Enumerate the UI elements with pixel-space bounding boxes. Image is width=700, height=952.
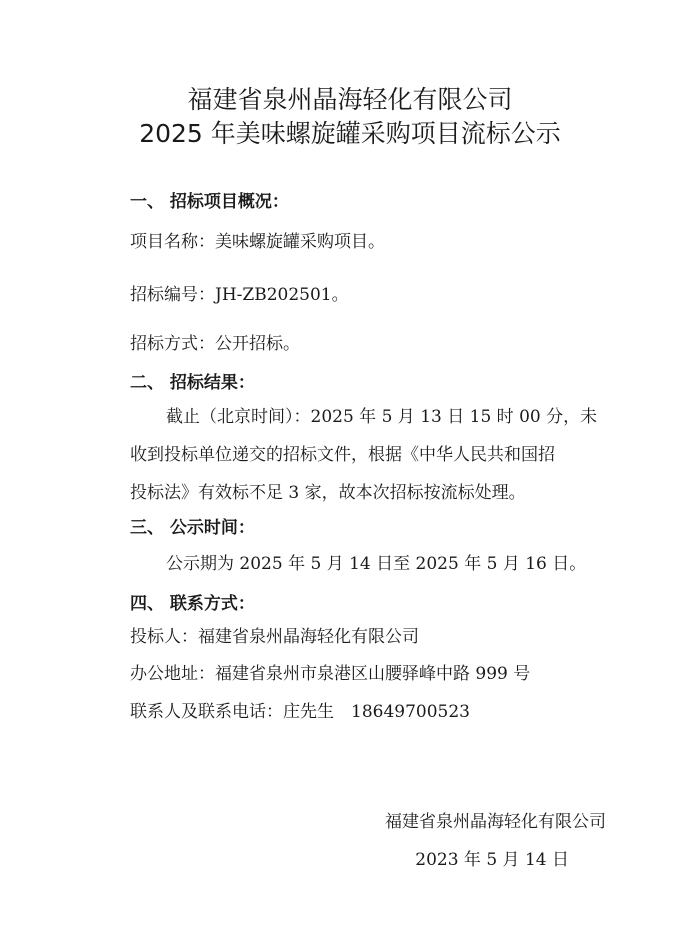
tender-number: 招标编号：JH-ZB202501。	[130, 285, 349, 305]
bidder: 投标人：福建省泉州晶海轻化有限公司	[130, 627, 419, 647]
section-heading-overview: 一、 招标项目概况：	[130, 192, 289, 212]
project-name: 项目名称：美味螺旋罐采购项目。	[130, 232, 385, 252]
contact-person-phone: 联系人及联系电话：庄先生 18649700523	[130, 702, 470, 722]
result-line-3: 投标法》有效标不足 3 家，故本次招标按流标处理。	[130, 483, 526, 503]
section-heading-period: 三、 公示时间：	[130, 518, 255, 538]
result-line-1: 截止（北京时间）：2025 年 5 月 13 日 15 时 00 分，未	[166, 407, 598, 427]
notice-period: 公示期为 2025 年 5 月 14 日至 2025 年 5 月 16 日。	[166, 554, 587, 574]
tender-method: 招标方式：公开招标。	[130, 334, 300, 354]
signature-company: 福建省泉州晶海轻化有限公司	[385, 812, 606, 832]
title-notice: 2025 年美味螺旋罐采购项目流标公示	[139, 119, 561, 148]
section-heading-result: 二、 招标结果：	[130, 373, 255, 393]
section-heading-contact: 四、 联系方式：	[130, 594, 255, 614]
result-line-2: 收到投标单位递交的招标文件，根据《中华人民共和国招	[130, 445, 555, 465]
title-company: 福建省泉州晶海轻化有限公司	[187, 85, 513, 114]
signature-date: 2023 年 5 月 14 日	[415, 850, 569, 870]
office-address: 办公地址：福建省泉州市泉港区山腰驿峰中路 999 号	[130, 664, 531, 684]
